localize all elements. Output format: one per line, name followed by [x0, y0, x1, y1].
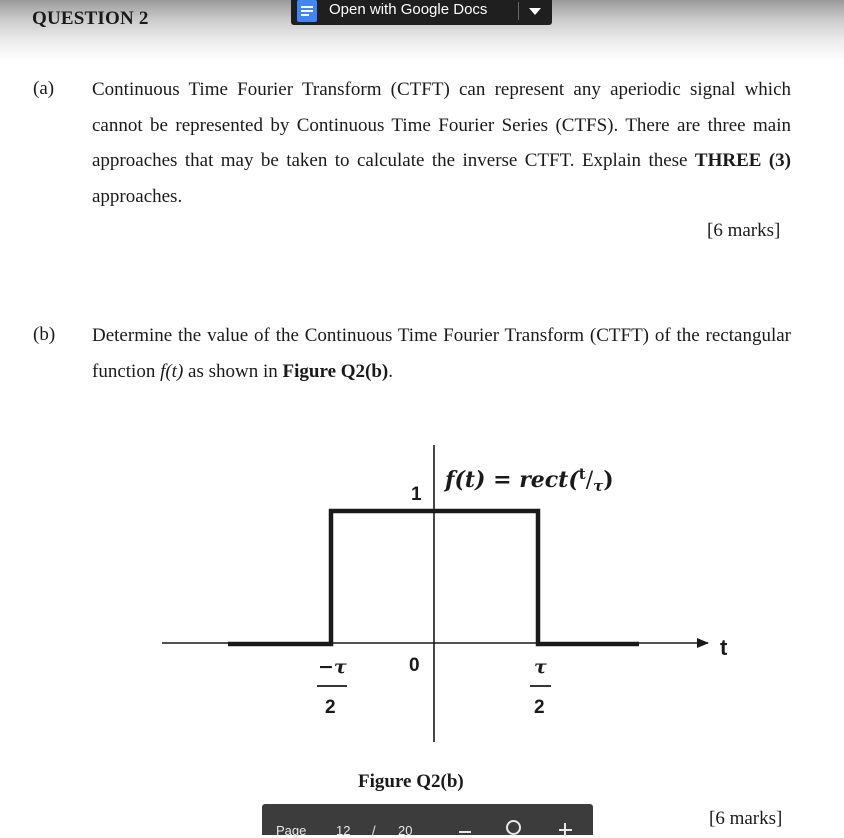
- page-toolbar: [262, 804, 593, 838]
- part-b-text-mid: as shown in: [183, 360, 283, 382]
- part-a-text-end: approaches.: [92, 185, 183, 207]
- right-tick-numerator: τ: [534, 656, 547, 678]
- equation-close: ): [603, 467, 614, 493]
- part-b-label: (b): [33, 324, 56, 345]
- axis-label-t: t: [720, 635, 728, 660]
- part-a-label: (a): [33, 78, 55, 99]
- part-a-text-bold: THREE (3): [694, 150, 791, 171]
- part-b-math: f(t): [160, 360, 184, 382]
- left-tick-denominator: 2: [325, 697, 336, 718]
- minus-icon[interactable]: [459, 831, 471, 833]
- part-b-text-end: .: [388, 360, 394, 382]
- equation-numerator: t: [578, 465, 586, 483]
- part-a-marks: [6 marks]: [707, 220, 781, 241]
- equation-slash: /: [585, 468, 594, 493]
- question-title: QUESTION 2: [32, 8, 149, 29]
- page-label: Page: [276, 823, 307, 838]
- current-page-input[interactable]: 12: [336, 823, 351, 838]
- total-pages: 20: [398, 823, 413, 838]
- origin-label: 0: [409, 655, 420, 676]
- equation-denominator: τ: [593, 477, 604, 495]
- part-b-text-main: Determine the value of the Continuous Time Fourier Transform (CTFT) of the rectangular function: [92, 325, 791, 382]
- part-b-marks: [6 marks]: [709, 808, 783, 829]
- left-tick-numerator: −τ: [318, 656, 347, 678]
- part-b-text-bold: Figure Q2(b): [282, 360, 389, 382]
- docs-button-label: Open with Google Docs: [329, 1, 488, 18]
- equation: [443, 465, 614, 495]
- magnifier-icon[interactable]: [506, 820, 521, 835]
- page-separator: /: [372, 823, 376, 838]
- equation-lhs: f(t) = rect(: [445, 467, 579, 493]
- part-a-text-main: Continuous Time Fourier Transform (CTFT) can represent any aperiodic signal which cannot be represented by Continuous Time Fourier Series (CTFS). There are three main approaches that may be taken to calculate the inverse CTFT. Explain these: [92, 79, 791, 171]
- y-tick-1: 1: [411, 484, 422, 505]
- right-tick-denominator: 2: [534, 697, 545, 718]
- figure-caption: Figure Q2(b): [358, 771, 464, 792]
